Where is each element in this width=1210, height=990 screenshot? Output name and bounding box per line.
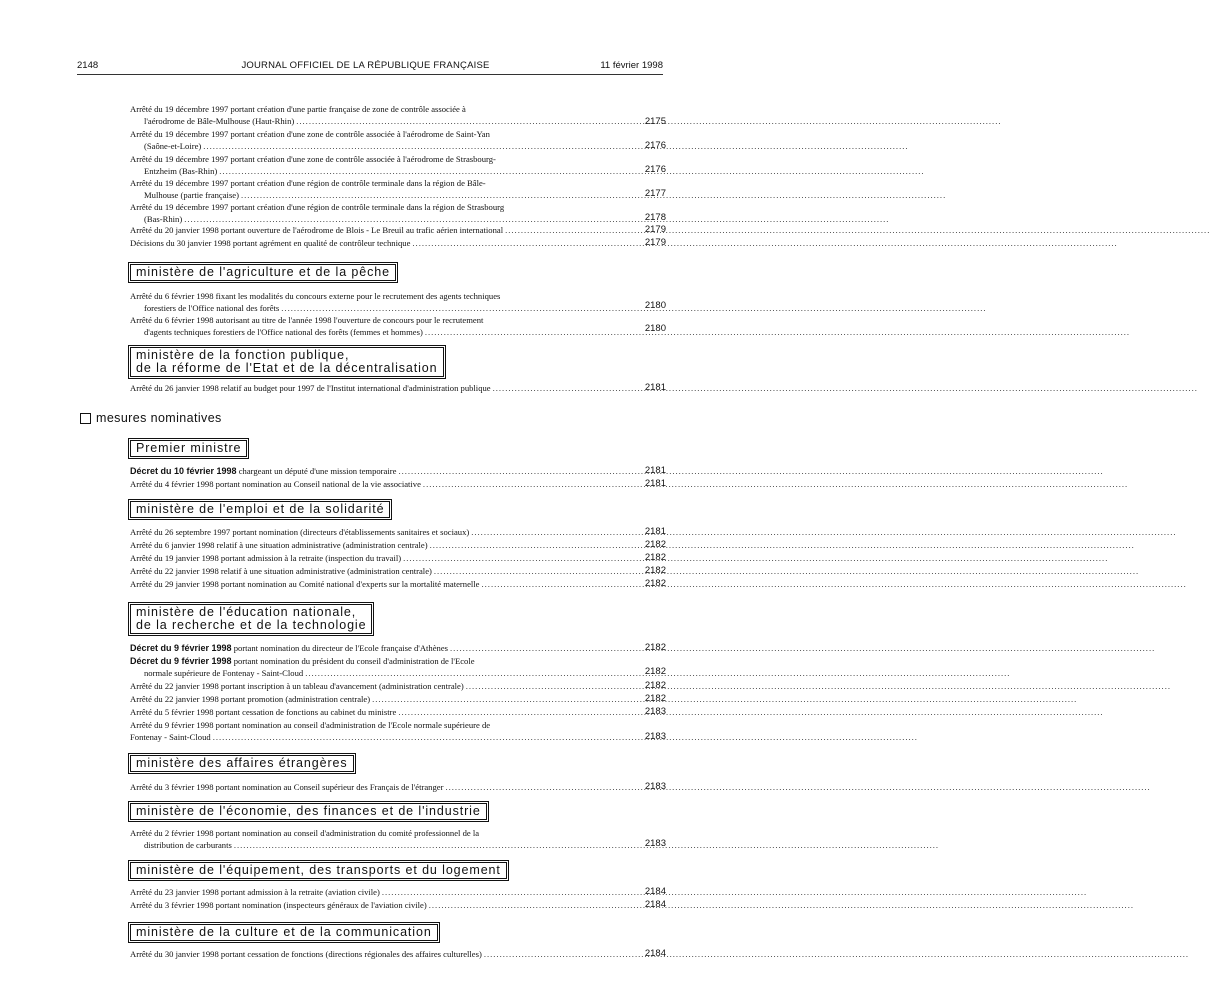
leader-dots [398, 706, 1103, 718]
leader-dots [412, 237, 1117, 249]
leader-dots [466, 680, 1171, 692]
toc-page: 2182 [644, 642, 666, 653]
toc-entry: Arrêté du 3 février 1998 portant nomination (inspecteurs généraux de l'aviation civile) ..... [130, 899, 616, 911]
toc-entry: Arrêté du 3 février 1998 portant nomination au Conseil supérieur des Français de l'étranger ..... [130, 781, 616, 793]
leader-dots [372, 693, 1077, 705]
leader-dots [425, 326, 1130, 338]
toc-entry: Arrêté du 2 février 1998 portant nomination au conseil d'administration du comité professionnel de la distribution de carburants ..... [130, 827, 616, 851]
leader-dots [219, 165, 924, 177]
leader-dots [471, 526, 1176, 538]
toc-entry: Décret du 9 février 1998 portant nomination du directeur de l'Ecole française d'Athènes ..... [130, 642, 616, 654]
toc-page: 2183 [644, 838, 666, 849]
toc-page: 2183 [644, 706, 666, 717]
toc-page: 2181 [644, 465, 666, 476]
ministry-heading-economie: ministère de l'économie, des finances et de l'industrie [130, 803, 487, 820]
toc-entry: Arrêté du 19 décembre 1997 portant création d'une région de contrôle terminale dans la région de Bâle- Mulhouse (partie française) ..... [130, 177, 616, 201]
toc-entry: Décret du 9 février 1998 portant nomination du président du conseil d'administration de l'Ecole normale supérieure de Fontenay - Saint-Cloud ..... [130, 655, 616, 679]
leader-dots [382, 886, 1087, 898]
toc-entry: Arrêté du 6 janvier 1998 relatif à une situation administrative (administration centrale) ..... [130, 539, 616, 551]
toc-page: 2177 [644, 188, 666, 199]
ministry-heading-affaires-etrangeres: ministère des affaires étrangères [130, 755, 354, 772]
leader-dots [493, 382, 1198, 394]
toc-page: 2182 [644, 693, 666, 704]
leader-dots [434, 565, 1139, 577]
toc-page: 2184 [644, 948, 666, 959]
toc-page: 2176 [644, 164, 666, 175]
toc-entry: Décisions du 30 janvier 1998 portant agrément en qualité de contrôleur technique ..... [130, 237, 616, 249]
toc-entry: Arrêté du 5 février 1998 portant cessation de fonctions au cabinet du ministre ..... [130, 706, 616, 718]
toc-entry: Arrêté du 26 janvier 1998 relatif au budget pour 1997 de l'Institut international d'administration publique ..... [130, 382, 616, 394]
header-title: JOURNAL OFFICIEL DE LA RÉPUBLIQUE FRANÇAISE [241, 60, 490, 71]
leader-dots [505, 224, 1210, 236]
ministry-heading-education: ministère de l'éducation nationale, de la recherche et de la technologie [130, 604, 372, 634]
header-rule [77, 74, 663, 75]
leader-dots [423, 478, 1128, 490]
toc-page: 2179 [644, 224, 666, 235]
toc-entry: Arrêté du 20 janvier 1998 portant ouverture de l'aérodrome de Blois - Le Breuil au trafic aérien international ..... [130, 224, 616, 236]
ministry-heading-equipement: ministère de l'équipement, des transports et du logement [130, 862, 507, 879]
header-date: 11 février 1998 [600, 60, 663, 71]
leader-dots [430, 539, 1135, 551]
toc-entry: Arrêté du 6 février 1998 autorisant au titre de l'année 1998 l'ouverture de concours pour le recrutement d'agents techniques forestiers de l'Office national des forêts (femmes et hommes) ..... [130, 314, 616, 338]
toc-entry: Arrêté du 23 janvier 1998 portant admission à la retraite (aviation civile) ..... [130, 886, 616, 898]
toc-page: 2182 [644, 565, 666, 576]
toc-entry: Arrêté du 22 janvier 1998 portant inscription à un tableau d'avancement (administration centrale) ..... [130, 680, 616, 692]
toc-entry: Arrêté du 19 décembre 1997 portant création d'une zone de contrôle associée à l'aérodrome de Saint-Yan (Saône-et-Loire) ..... [130, 128, 616, 152]
leader-dots [482, 578, 1187, 590]
toc-page: 2181 [644, 526, 666, 537]
leader-dots [403, 552, 1108, 564]
toc-page: 2181 [644, 382, 666, 393]
toc-entry: Arrêté du 4 février 1998 portant nomination au Conseil national de la vie associative ..... [130, 478, 616, 490]
checkbox-square-icon [80, 413, 91, 424]
leader-dots [213, 731, 918, 743]
toc-entry: Arrêté du 6 février 1998 fixant les modalités du concours externe pour le recrutement des agents techniques forestiers de l'Office national des forêts ..... [130, 290, 616, 314]
toc-page: 2180 [644, 323, 666, 334]
toc-page: 2180 [644, 300, 666, 311]
toc-entry: Arrêté du 19 décembre 1997 portant création d'une zone de contrôle associée à l'aérodrome de Strasbourg- Entzheim (Bas-Rhin) ..... [130, 153, 616, 177]
ministry-heading-fonction-publique: ministère de la fonction publique, de la réforme de l'Etat et de la décentralisation [130, 347, 444, 377]
header-page-number: 2148 [77, 60, 99, 71]
toc-entry: Arrêté du 22 janvier 1998 portant promotion (administration centrale) ..... [130, 693, 616, 705]
ministry-heading-premier-ministre: Premier ministre [130, 440, 247, 457]
toc-page: 2179 [644, 237, 666, 248]
toc-entry: Arrêté du 9 février 1998 portant nomination au conseil d'administration de l'Ecole normale supérieure de Fontenay - Saint-Cloud ..... [130, 719, 616, 743]
section-title: mesures nominatives [96, 411, 222, 425]
leader-dots [450, 642, 1155, 654]
section-mesures-nominatives [80, 411, 222, 425]
leader-dots [234, 839, 939, 851]
toc-entry: Arrêté du 26 septembre 1997 portant nomination (directeurs d'établissements sanitaires et sociaux) ..... [130, 526, 616, 538]
leader-dots [241, 189, 946, 201]
toc-entry: Arrêté du 22 janvier 1998 relatif à une situation administrative (administration centrale) ..... [130, 565, 616, 577]
leader-dots [484, 948, 1189, 960]
ministry-heading-emploi: ministère de l'emploi et de la solidarité [130, 501, 390, 518]
toc-page: 2182 [644, 578, 666, 589]
toc-page: 2181 [644, 478, 666, 489]
toc-entry: Décret du 10 février 1998 chargeant un député d'une mission temporaire ..... [130, 465, 616, 477]
toc-entry: Arrêté du 29 janvier 1998 portant nomination au Comité national d'experts sur la mortalité maternelle ..... [130, 578, 616, 590]
toc-entry: Arrêté du 19 décembre 1997 portant création d'une partie française de zone de contrôle associée à l'aérodrome de Bâle-Mulhouse (Haut-Rhin) ..... [130, 103, 616, 127]
leader-dots [203, 140, 908, 152]
toc-entry: Arrêté du 19 janvier 1998 portant admission à la retraite (inspection du travail) ..... [130, 552, 616, 564]
leader-dots [445, 781, 1150, 793]
ministry-heading-agriculture: ministère de l'agriculture et de la pêche [130, 264, 396, 281]
toc-page: 2178 [644, 212, 666, 223]
toc-entry: Arrêté du 19 décembre 1997 portant création d'une région de contrôle terminale dans la région de Strasbourg (Bas-Rhin) ..... [130, 201, 616, 225]
toc-page: 2184 [644, 899, 666, 910]
ministry-heading-culture: ministère de la culture et de la communication [130, 924, 438, 941]
toc-page: 2176 [644, 140, 666, 151]
leader-dots [429, 899, 1134, 911]
toc-page: 2183 [644, 781, 666, 792]
toc-entry: Arrêté du 30 janvier 1998 portant cessation de fonctions (directions régionales des affaires culturelles) ..... [130, 948, 616, 960]
leader-dots [398, 465, 1103, 477]
leader-dots [281, 302, 986, 314]
toc-page: 2182 [644, 552, 666, 563]
toc-page: 2184 [644, 886, 666, 897]
toc-page: 2182 [644, 666, 666, 677]
toc-page: 2175 [644, 116, 666, 127]
toc-page: 2183 [644, 731, 666, 742]
toc-page: 2182 [644, 539, 666, 550]
toc-page: 2182 [644, 680, 666, 691]
